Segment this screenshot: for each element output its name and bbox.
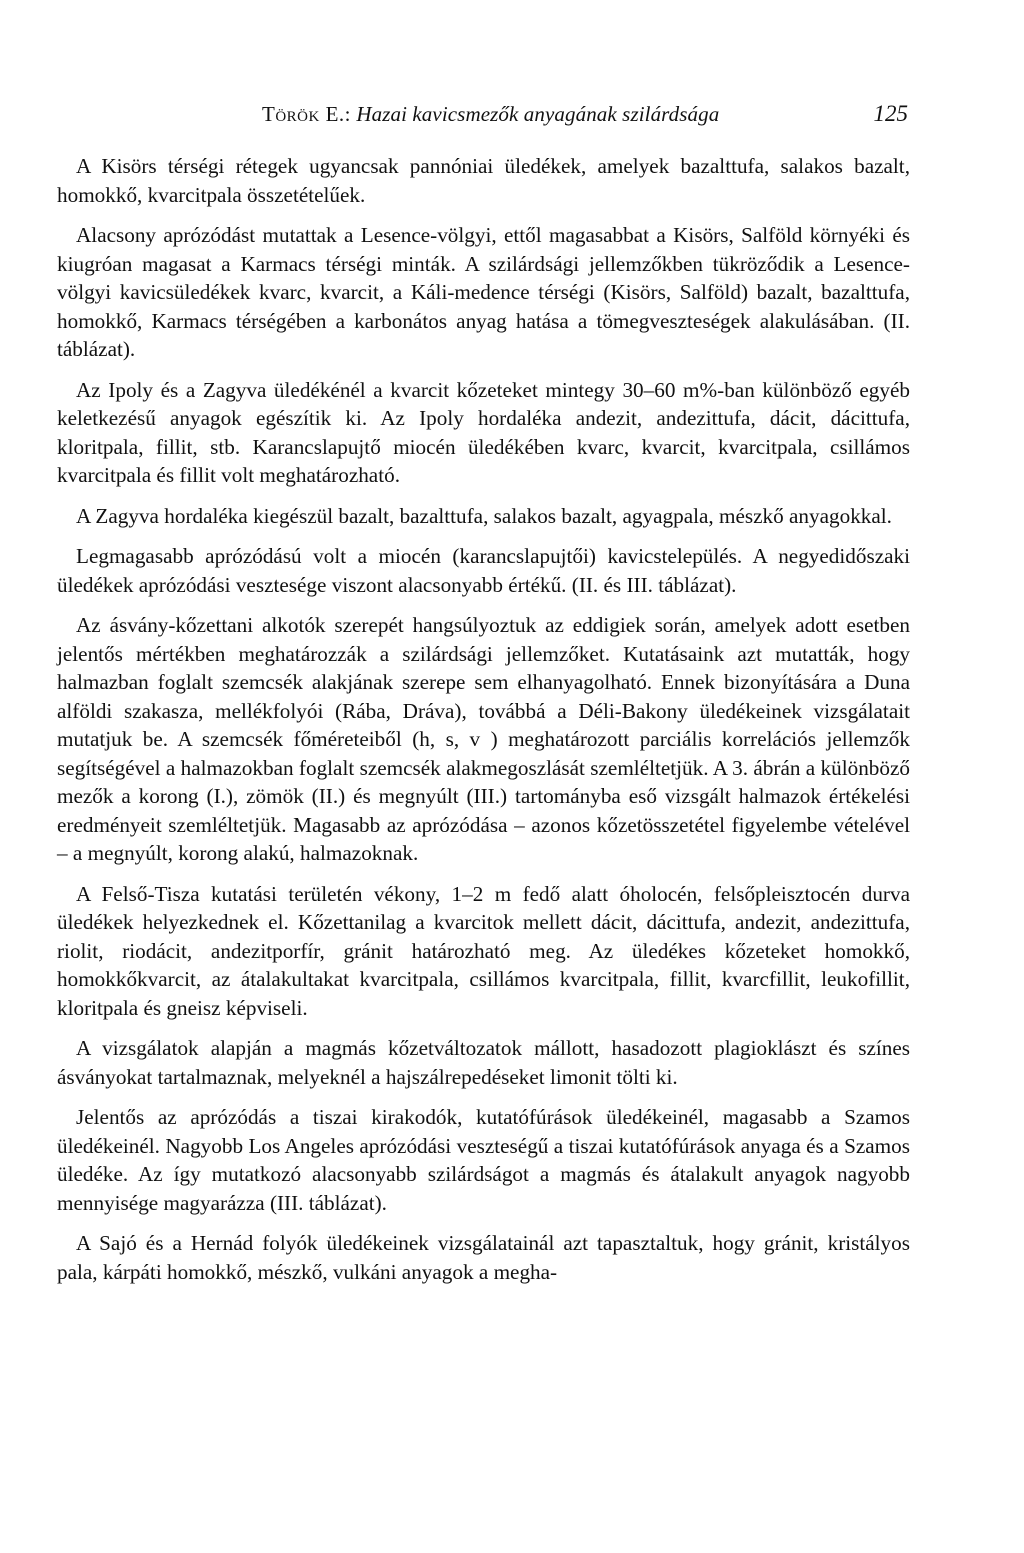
body-text — [57, 152, 910, 1298]
header-title: Hazai kavicsmezők anyagának szilárdsága — [356, 102, 720, 126]
paragraph: Legmagasabb aprózódású volt a miocén (karancslapujtői) kavicstelepülés. A negyedidőszaki üledékek aprózódási vesztesége viszont alacsonyabb értékű. (II. és III. táblázat). — [57, 544, 910, 597]
paragraph: Az Ipoly és a Zagyva üledékénél a kvarcit kőzeteket mintegy 30–60 m%-ban különböző egyéb keletkezésű anyagok egészítik ki. Az Ipoly hordaléka andezit, andezittufa, dácit, dácittufa, kloritpala, fillit, stb. Karancslapujtő miocén üledékében kvarc, kvarcit, kvarcitpala, csillámos kvarcitpala és fillit volt meghatározható. — [57, 377, 910, 487]
header-author: Török E.: — [262, 102, 351, 126]
paragraph: Alacsony aprózódást mutattak a Lesence-völgyi, ettől magasabbat a Kisörs, Salföld környéki és kiugróan magasat a Karmacs térségi minták. A szilárdsági jellemzőkben tükröződik a Lesence-völgyi kavicsüledékek kvarc, kvarcit, a Káli-medence térségi (Kisörs, Salföld) bazalt, bazalttufa, homokkő, Karmacs térségében a karbonátos anyag hatása a tömegveszteségek alakulásában. (II. táblázat). — [57, 223, 910, 361]
paragraph: A Zagyva hordaléka kiegészül bazalt, bazalttufa, salakos bazalt, agyagpala, mészkő anyagokkal. — [76, 503, 892, 528]
paragraph: Jelentős az aprózódás a tiszai kirakodók, kutatófúrások üledékeinél, magasabb a Szamos üledékeinél. Nagyobb Los Angeles aprózódási veszteségű a tiszai kutatófúrások anyaga és a Szamos üledéke. Az így mutatkozó alacsonyabb szilárdságot a magmás és átalakult anyagok nagyobb mennyisége magyarázza (III. táblázat). — [57, 1105, 910, 1215]
paragraph: A vizsgálatok alapján a magmás kőzetváltozatok mállott, hasadozott plagioklászt és színes ásványokat tartalmaznak, melyeknél a hajszálrepedéseket limonit tölti ki. — [57, 1036, 910, 1089]
page-number: 125 — [873, 101, 908, 126]
page-header — [57, 102, 967, 142]
paragraph: A Felső-Tisza kutatási területén vékony, 1–2 m fedő alatt óholocén, felsőpleisztocén durva üledékek helyezkednek el. Kőzettanilag a kvarcitok mellett dácit, dácittufa, andezit, andezittufa, riolit, riodácit, andezitporfír, gránit határozható meg. Az üledékes kőzeteket homokkő, homokkőkvarcit, az átalakultakat kvarcitpala, csillámos kvarcitpala, fillit, kvarcfillit, leukofillit, kloritpala és gneisz képviseli. — [57, 881, 910, 1020]
paragraph: A Sajó és a Hernád folyók üledékeinek vizsgálatainál azt tapasztaltuk, hogy gránit, kristályos pala, kárpáti homokkő, mészkő, vulkáni anyagok a megha- — [57, 1231, 910, 1284]
paragraph: Az ásvány-kőzettani alkotók szerepét hangsúlyoztuk az eddigiek során, amelyek adott esetben jelentős mértékben meghatározzák a szilárdsági jellemzőket. Kutatásaink azt mutatták, hogy halmazban foglalt szemcsék alakjának szerepe sem elhanyagolható. Ennek bizonyítására a Duna alföldi szakasza, mellékfolyói (Rába, Dráva), továbbá a Déli-Bakony üledékeinek vizsgálatait mutatjuk be. A szemcsék főméreteiből (h, s, v ) meghatározott parciális korrelációs jellemzők segítségével a halmazokban foglalt szemcsék alakmegoszlását szemléltetjük. A 3. ábrán a különböző mezők a korong (I.), zömök (II.) és megnyúlt (III.) tartományba eső vizsgált halmazok értékelési eredményeit szemléltetjük. Magasabb az aprózódása – azonos kőzetösszetétel figyelembe vételével – a megnyúlt, korong alakú, halmazoknak. — [57, 613, 910, 865]
running-title — [262, 102, 719, 127]
paragraph: A Kisörs térségi rétegek ugyancsak pannóniai üledékek, amelyek bazalttufa, salakos bazalt, homokkő, kvarcitpala összetételűek. — [57, 154, 910, 207]
